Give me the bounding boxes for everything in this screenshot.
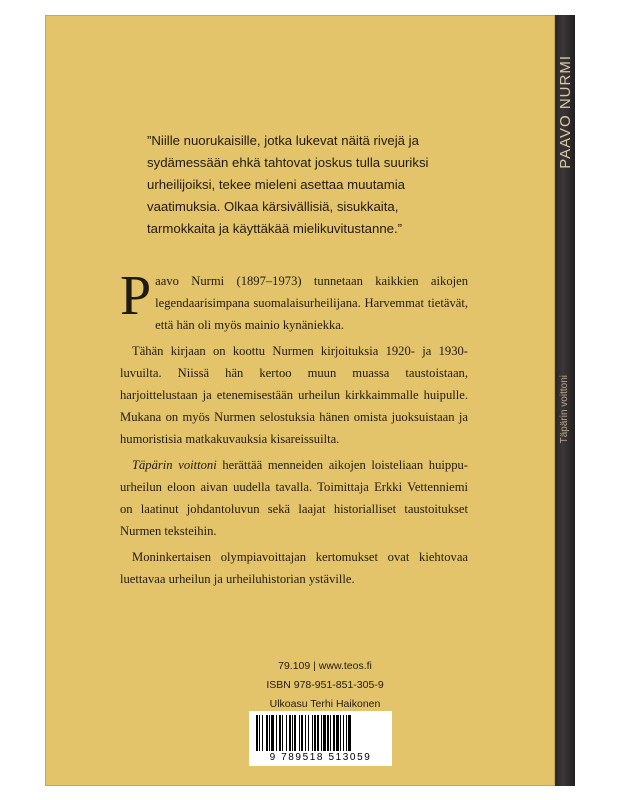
- barcode-bar: [271, 715, 274, 751]
- book-title-italic: Täpärin voittoni: [132, 458, 217, 472]
- barcode-bar: [289, 715, 291, 751]
- barcode-bar: [312, 715, 313, 751]
- nurmi-quote: [147, 130, 477, 240]
- drop-cap: P: [120, 265, 152, 327]
- barcode-bar: [286, 715, 287, 751]
- barcode-bar: [279, 715, 281, 751]
- quote-line: sydämessään ehkä tahtovat joskus tulla suuriksi: [147, 155, 429, 170]
- barcode-bar: [266, 715, 268, 751]
- barcode-bar: [348, 715, 351, 751]
- barcode-bar: [340, 715, 341, 751]
- blurb-paragraph-4: Moninkertaisen olympiavoittajan kertomukset ovat kiehtovaa luettavaa urheilun ja urheiluhistorian ystäville.: [120, 550, 468, 586]
- quote-line: vaatimuksia. Olkaa kärsivällisiä, sisukkaita,: [147, 199, 399, 214]
- isbn-barcode: [249, 711, 392, 766]
- blurb-paragraph-1: [120, 265, 468, 336]
- imprint-design-credit: Ulkoasu Terhi Haikonen: [269, 698, 381, 710]
- quote-line: tarmokkaita ja käyttäkää mielikuvitustanne.”: [147, 221, 403, 236]
- blurb-paragraph-3: [120, 454, 468, 542]
- imprint: [250, 657, 400, 714]
- spine-author: PAAVO NURMI: [557, 55, 574, 169]
- barcode-bar: [321, 715, 322, 751]
- barcode-bar: [333, 715, 335, 751]
- barcode-bar: [269, 715, 270, 751]
- barcode-bar: [330, 715, 331, 751]
- barcode-bar: [308, 715, 309, 751]
- barcode-bar: [317, 715, 319, 751]
- quote-line: ”Niille nuorukaisille, jotka lukevat näitä rivejä ja: [147, 133, 419, 148]
- barcode-bar: [346, 715, 347, 751]
- barcode-bars: [254, 715, 387, 753]
- spine-subtitle: Täpärin voittoni: [559, 375, 570, 444]
- barcode-bar: [262, 715, 263, 751]
- imprint-isbn: ISBN 978-951-851-305-9: [266, 679, 384, 691]
- blurb-paragraph-1-text: aavo Nurmi (1897–1973) tunnetaan kaikkien aikojen legendaarisimpana suomalaisurheilijana. Harvemmat tietävät, että hän oli myös mainio kynäniekka.: [155, 274, 468, 332]
- barcode-bar: [292, 715, 293, 751]
- barcode-bar: [299, 715, 300, 751]
- imprint-classification-url: 79.109 | www.teos.fi: [278, 660, 372, 672]
- barcode-bar: [294, 715, 296, 751]
- barcode-bar: [301, 715, 303, 751]
- barcode-bar: [305, 715, 306, 751]
- barcode-bar: [259, 715, 260, 751]
- spine-title-area: [555, 15, 575, 786]
- barcode-bar: [276, 715, 277, 751]
- blurb: [120, 265, 468, 594]
- barcode-bar: [314, 715, 316, 751]
- quote-line: urheilijoiksi, tekee mieleni asettaa muutamia: [147, 177, 406, 192]
- barcode-bar: [256, 715, 258, 751]
- barcode-digits: 9 789518 513059: [269, 752, 372, 763]
- barcode-bar: [323, 715, 326, 751]
- blurb-paragraph-3-text: herättää menneiden aikojen loisteliaan huippu-urheilun eloon aivan uudella tavalla. Toimittaja Erkki Vettenniemi on laatinut johdantoluvun sekä laajat historialliset taustoitukset Nurmen teksteihin.: [120, 458, 468, 538]
- barcode-bar: [282, 715, 283, 751]
- blurb-paragraph-2: Tähän kirjaan on koottu Nurmen kirjoituksia 1920- ja 1930-luvuilta. Niissä hän kertoo muun muassa taustoistaan, harjoittelustaan ja etenemisestään urheilun kirkkaimmalle huipulle. Mukana on myös Nurmen selostuksia hänen omista juoksuistaan ja humoristisia matkakuvauksia kisareissuilta.: [120, 344, 468, 446]
- barcode-bar: [343, 715, 344, 751]
- barcode-bar: [336, 715, 339, 751]
- barcode-bar: [327, 715, 329, 751]
